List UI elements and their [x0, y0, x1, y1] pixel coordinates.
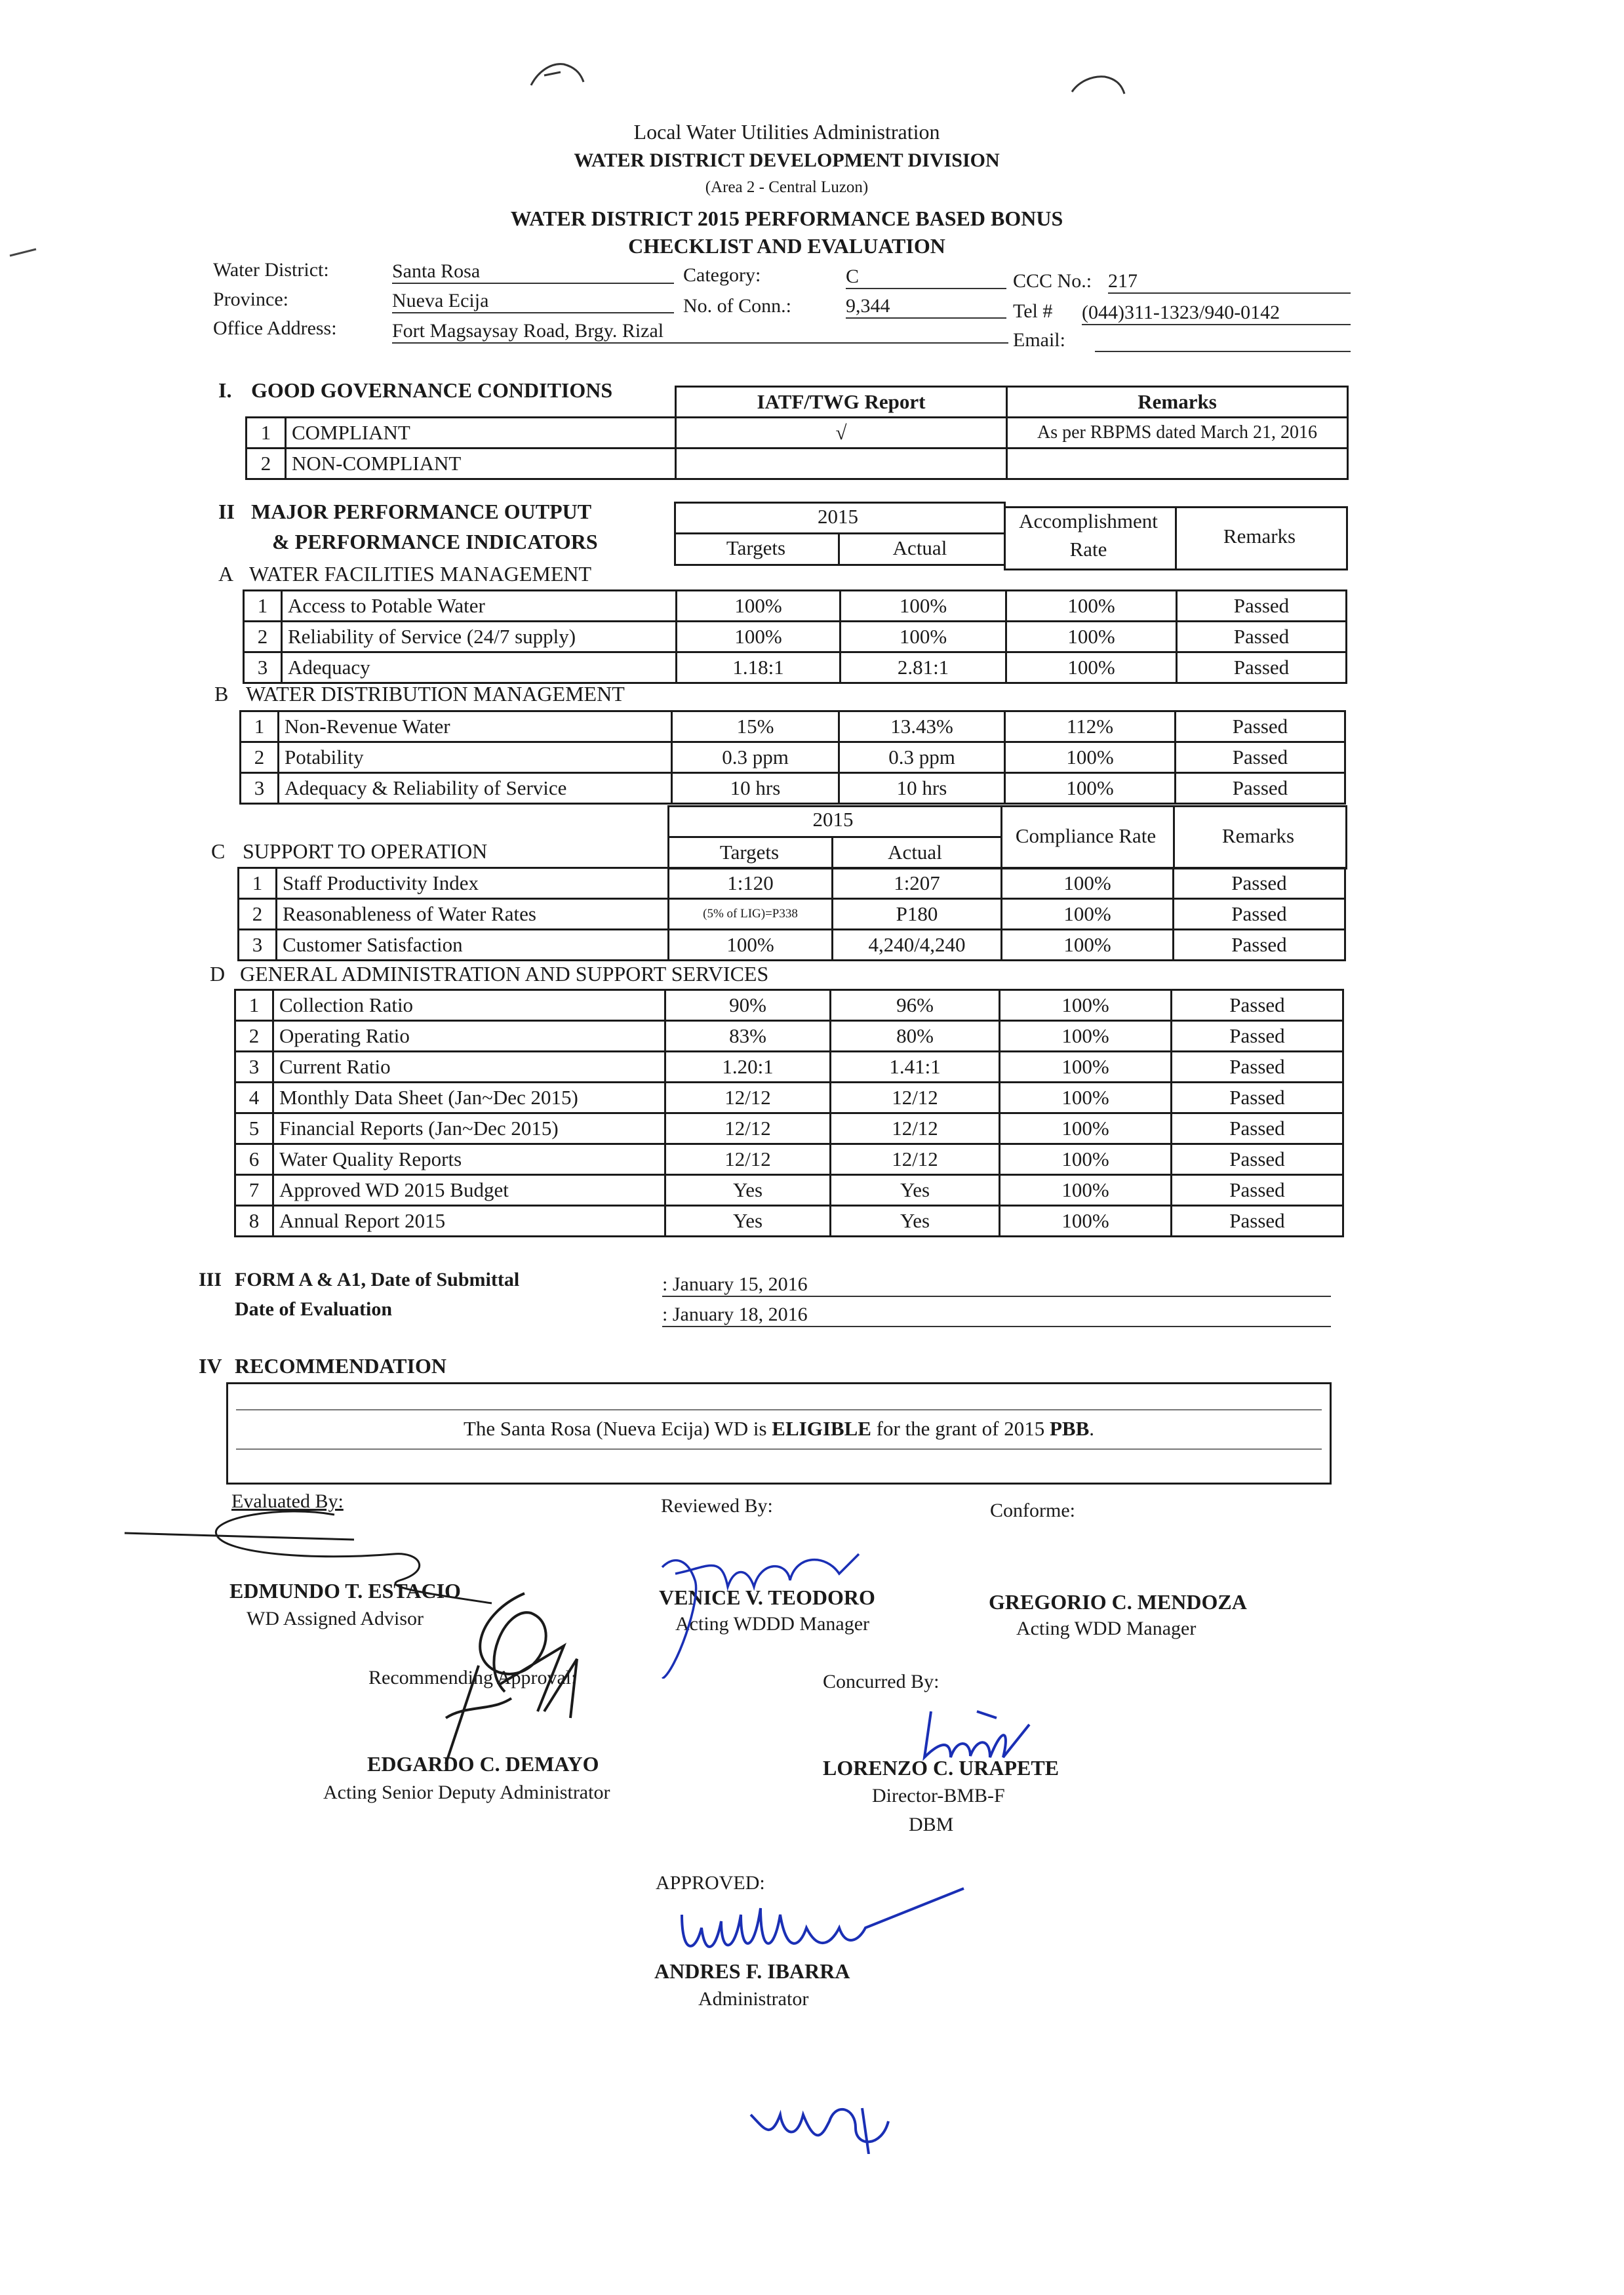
row-remarks: Passed: [1177, 591, 1347, 622]
approver-title: Administrator: [698, 1988, 809, 2010]
row-rate: 100%: [1002, 899, 1174, 930]
row-label: Water Quality Reports: [273, 1144, 665, 1175]
row-label: Financial Reports (Jan~Dec 2015): [273, 1113, 665, 1144]
row-target: 1.18:1: [677, 652, 841, 683]
table-row: [235, 1083, 1343, 1113]
row-number: 6: [235, 1144, 273, 1175]
reviewer-name: VENICE V. TEODORO: [659, 1586, 875, 1609]
group-a-title: WATER FACILITIES MANAGEMENT: [249, 562, 592, 586]
row-remarks: Passed: [1177, 622, 1347, 652]
water-district-label: Water District:: [213, 259, 329, 281]
ccc-value: 217: [1108, 270, 1351, 294]
row-rate: 100%: [1005, 742, 1176, 773]
teodoro-signature: [649, 1528, 872, 1679]
row-target: 0.3 ppm: [672, 742, 839, 773]
recommender-name: EDGARDO C. DEMAYO: [367, 1752, 599, 1776]
section-1-number: I.: [218, 378, 232, 402]
row-actual: Yes: [831, 1175, 1000, 1206]
scan-edge-mark: [7, 236, 46, 262]
submittal-label: FORM A & A1, Date of Submittal: [235, 1269, 520, 1290]
table-row: [235, 1175, 1343, 1206]
row-remarks: As per RBPMS dated March 21, 2016: [1007, 418, 1348, 449]
year-header: 2015: [818, 505, 858, 528]
ccc-label: CCC No.:: [1013, 270, 1092, 292]
document-title: WATER DISTRICT 2015 PERFORMANCE BASED BONUS: [510, 207, 1063, 230]
row-rate: 100%: [1000, 1021, 1172, 1052]
row-remarks: Passed: [1172, 1175, 1343, 1206]
rate-header: Rate: [1069, 538, 1107, 561]
section-2-number: II: [218, 500, 235, 523]
category-value: C: [846, 266, 1006, 289]
row-rate: 100%: [1000, 1144, 1172, 1175]
row-rate: 100%: [1005, 773, 1176, 804]
row-label: COMPLIANT: [286, 418, 676, 449]
row-remarks: Passed: [1172, 1113, 1343, 1144]
row-label: Adequacy: [282, 652, 677, 683]
row-target: Yes: [665, 1206, 831, 1237]
row-rate: 100%: [1006, 622, 1177, 652]
row-target: 10 hrs: [672, 773, 839, 804]
row-actual: 1:207: [833, 868, 1002, 899]
row-number: 7: [235, 1175, 273, 1206]
initials-mark: [744, 2095, 901, 2154]
row-label: Customer Satisfaction: [277, 930, 669, 961]
table-row: [241, 773, 1345, 804]
evaluation-label: Date of Evaluation: [235, 1298, 392, 1320]
remarks-header: Remarks: [1223, 525, 1296, 548]
row-rate: 100%: [1006, 591, 1177, 622]
check-mark: [676, 449, 1007, 479]
row-actual: 10 hrs: [839, 773, 1005, 804]
row-target: 12/12: [665, 1083, 831, 1113]
conforme-label: Conforme:: [990, 1500, 1075, 1521]
email-label: Email:: [1013, 329, 1065, 351]
conforme-name: GREGORIO C. MENDOZA: [989, 1590, 1247, 1614]
group-c-title: SUPPORT TO OPERATION: [243, 839, 488, 863]
row-number: 3: [244, 652, 282, 683]
ibarra-signature: [669, 1875, 977, 1967]
connections-label: No. of Conn.:: [683, 295, 791, 317]
submittal-date: : January 15, 2016: [662, 1273, 1331, 1297]
row-actual: 1.41:1: [831, 1052, 1000, 1083]
targets-header: Targets: [726, 536, 786, 559]
table-row: [244, 622, 1347, 652]
table-row: [241, 711, 1345, 742]
section-2-title-line1: MAJOR PERFORMANCE OUTPUT: [251, 500, 592, 523]
group-a-letter: A: [218, 562, 234, 586]
approver-name: ANDRES F. IBARRA: [654, 1959, 850, 1983]
row-actual: Yes: [831, 1206, 1000, 1237]
row-number: 3: [239, 930, 277, 961]
row-number: 2: [244, 622, 282, 652]
office-address-value: Fort Magsaysay Road, Brgy. Rizal: [392, 320, 1008, 344]
row-rate: 112%: [1005, 711, 1176, 742]
row-remarks: [1007, 449, 1348, 479]
table-row: [235, 1144, 1343, 1175]
row-actual: 12/12: [831, 1083, 1000, 1113]
reviewer-title: Acting WDDD Manager: [675, 1613, 870, 1635]
row-remarks: Passed: [1172, 1206, 1343, 1237]
table-row: [247, 449, 1348, 479]
province-value: Nueva Ecija: [392, 290, 674, 313]
row-number: 1: [247, 418, 286, 449]
row-number: 2: [239, 899, 277, 930]
tel-label: Tel #: [1013, 300, 1053, 322]
row-rate: 100%: [1000, 1052, 1172, 1083]
table-row: [244, 591, 1347, 622]
row-label: Operating Ratio: [273, 1021, 665, 1052]
row-number: 2: [235, 1021, 273, 1052]
row-remarks: Passed: [1172, 1144, 1343, 1175]
row-target: 100%: [677, 591, 841, 622]
row-label: Adequacy & Reliability of Service: [279, 773, 672, 804]
row-actual: 80%: [831, 1021, 1000, 1052]
check-mark: √: [676, 418, 1007, 449]
row-actual: P180: [833, 899, 1002, 930]
row-label: Non-Revenue Water: [279, 711, 672, 742]
group-d-title: GENERAL ADMINISTRATION AND SUPPORT SERVICES: [240, 962, 769, 986]
water-facilities-table: [243, 589, 1347, 684]
division-name: WATER DISTRICT DEVELOPMENT DIVISION: [574, 150, 1000, 171]
row-rate: 100%: [1000, 990, 1172, 1021]
office-address-label: Office Address:: [213, 317, 337, 339]
row-remarks: Passed: [1174, 899, 1345, 930]
row-actual: 12/12: [831, 1144, 1000, 1175]
row-label: Access to Potable Water: [282, 591, 677, 622]
row-number: 4: [235, 1083, 273, 1113]
demayo-signature: [406, 1587, 603, 1777]
row-number: 3: [235, 1052, 273, 1083]
row-label: Collection Ratio: [273, 990, 665, 1021]
row-label: Reasonableness of Water Rates: [277, 899, 669, 930]
concurrer-agency: DBM: [909, 1814, 954, 1835]
row-actual: 100%: [841, 622, 1006, 652]
row-actual: 13.43%: [839, 711, 1005, 742]
group-d-letter: D: [210, 962, 226, 986]
row-number: 5: [235, 1113, 273, 1144]
concurrer-name: LORENZO C. URAPETE: [823, 1756, 1060, 1780]
group-b-title: WATER DISTRIBUTION MANAGEMENT: [246, 682, 625, 706]
table-row: [239, 930, 1345, 961]
row-remarks: Passed: [1172, 1021, 1343, 1052]
table-row: [247, 418, 1348, 449]
row-number: 1: [244, 591, 282, 622]
row-actual: 96%: [831, 990, 1000, 1021]
row-remarks: Passed: [1172, 1083, 1343, 1113]
row-number: 8: [235, 1206, 273, 1237]
row-remarks: Passed: [1177, 652, 1347, 683]
row-target: 90%: [665, 990, 831, 1021]
row-target: 12/12: [665, 1144, 831, 1175]
recommendation-text: The Santa Rosa (Nueva Ecija) WD is ELIGIBLE for the grant of 2015 PBB.: [463, 1417, 1095, 1440]
row-target: 100%: [669, 930, 833, 961]
row-label: Approved WD 2015 Budget: [273, 1175, 665, 1206]
row-target: 1.20:1: [665, 1052, 831, 1083]
row-label: Current Ratio: [273, 1052, 665, 1083]
row-remarks: Passed: [1172, 1052, 1343, 1083]
row-actual: 12/12: [831, 1113, 1000, 1144]
group-b-letter: B: [214, 682, 229, 706]
remarks-header: Remarks: [1007, 387, 1348, 418]
row-remarks: Passed: [1176, 742, 1345, 773]
row-number: 1: [239, 868, 277, 899]
actual-header: Actual: [892, 536, 947, 559]
scan-punch-mark-right: [1065, 62, 1131, 102]
urapete-signature: [911, 1705, 1042, 1770]
row-rate: 100%: [1002, 868, 1174, 899]
actual-header: Actual: [888, 841, 942, 864]
reviewed-by-label: Reviewed By:: [661, 1495, 773, 1517]
concurred-by-label: Concurred By:: [823, 1671, 940, 1692]
advisor-title: WD Assigned Advisor: [247, 1608, 424, 1629]
row-target: 100%: [677, 622, 841, 652]
row-number: 2: [241, 742, 279, 773]
email-value-line: [1095, 351, 1351, 352]
tel-value: (044)311-1323/940-0142: [1082, 302, 1351, 325]
row-remarks: Passed: [1174, 868, 1345, 899]
row-number: 3: [241, 773, 279, 804]
approved-label: APPROVED:: [656, 1872, 765, 1894]
advisor-name: EDMUNDO T. ESTACIO: [229, 1579, 461, 1603]
iatf-report-header: IATF/TWG Report: [676, 387, 1007, 418]
row-number: 1: [241, 711, 279, 742]
table-row: [235, 1052, 1343, 1083]
compliance-rate-header: Compliance Rate: [1015, 824, 1157, 847]
table-row: [241, 742, 1345, 773]
area-name: (Area 2 - Central Luzon): [705, 178, 869, 196]
support-operation-table: [237, 867, 1346, 961]
row-remarks: Passed: [1174, 930, 1345, 961]
table-row: [239, 868, 1345, 899]
recommender-title: Acting Senior Deputy Administrator: [323, 1782, 610, 1803]
year-header: 2015: [812, 808, 854, 831]
row-rate: 100%: [1000, 1113, 1172, 1144]
good-governance-table: [245, 386, 1349, 480]
group-c-letter: C: [211, 839, 226, 863]
targets-header: Targets: [719, 841, 780, 864]
evaluation-date: : January 18, 2016: [662, 1304, 1331, 1327]
row-label: Reliability of Service (24/7 supply): [282, 622, 677, 652]
row-label: Potability: [279, 742, 672, 773]
table-row: [235, 1021, 1343, 1052]
row-label: NON-COMPLIANT: [286, 449, 676, 479]
row-label: Monthly Data Sheet (Jan~Dec 2015): [273, 1083, 665, 1113]
water-district-value: Santa Rosa: [392, 260, 674, 284]
section-1-title: GOOD GOVERNANCE CONDITIONS: [251, 378, 613, 402]
row-label: Staff Productivity Index: [277, 868, 669, 899]
category-label: Category:: [683, 264, 761, 286]
row-target: 1:120: [669, 868, 833, 899]
row-rate: 100%: [1006, 652, 1177, 683]
row-target: 83%: [665, 1021, 831, 1052]
row-target: 12/12: [665, 1113, 831, 1144]
general-admin-table: [234, 989, 1344, 1237]
concurrer-title: Director-BMB-F: [872, 1785, 1005, 1806]
row-rate: 100%: [1000, 1206, 1172, 1237]
table-row: [235, 990, 1343, 1021]
row-actual: 0.3 ppm: [839, 742, 1005, 773]
scan-punch-mark-left: [525, 52, 590, 92]
row-target: (5% of LIG)=P338: [669, 899, 833, 930]
conforme-title: Acting WDD Manager: [1016, 1618, 1197, 1639]
row-remarks: Passed: [1176, 711, 1345, 742]
province-label: Province:: [213, 289, 288, 310]
row-remarks: Passed: [1172, 990, 1343, 1021]
section-3-number: III: [199, 1269, 222, 1290]
accomplishment-header: Accomplishment: [1019, 509, 1158, 532]
row-number: 1: [235, 990, 273, 1021]
section-2-title-line2: & PERFORMANCE INDICATORS: [272, 530, 598, 553]
table-row: [244, 652, 1347, 683]
table-row: [239, 899, 1345, 930]
water-distribution-table: [239, 710, 1346, 805]
section-4-title: RECOMMENDATION: [235, 1354, 446, 1378]
row-target: Yes: [665, 1175, 831, 1206]
table-row: [235, 1113, 1343, 1144]
recommending-approval-label: Recommending Approval:: [368, 1667, 577, 1688]
row-number: 2: [247, 449, 286, 479]
evaluated-by-label: Evaluated By:: [231, 1490, 344, 1512]
row-target: 15%: [672, 711, 839, 742]
row-rate: 100%: [1000, 1083, 1172, 1113]
row-actual: 100%: [841, 591, 1006, 622]
row-label: Annual Report 2015: [273, 1206, 665, 1237]
document-subtitle: CHECKLIST AND EVALUATION: [628, 234, 945, 258]
connections-value: 9,344: [846, 295, 1006, 319]
recommendation-box: [226, 1382, 1332, 1485]
row-rate: 100%: [1000, 1175, 1172, 1206]
row-actual: 4,240/4,240: [833, 930, 1002, 961]
agency-name: Local Water Utilities Administration: [633, 120, 940, 144]
row-rate: 100%: [1002, 930, 1174, 961]
section-4-number: IV: [199, 1354, 222, 1378]
table-row: [235, 1206, 1343, 1237]
row-remarks: Passed: [1176, 773, 1345, 804]
remarks-header: Remarks: [1221, 824, 1295, 847]
row-actual: 2.81:1: [841, 652, 1006, 683]
